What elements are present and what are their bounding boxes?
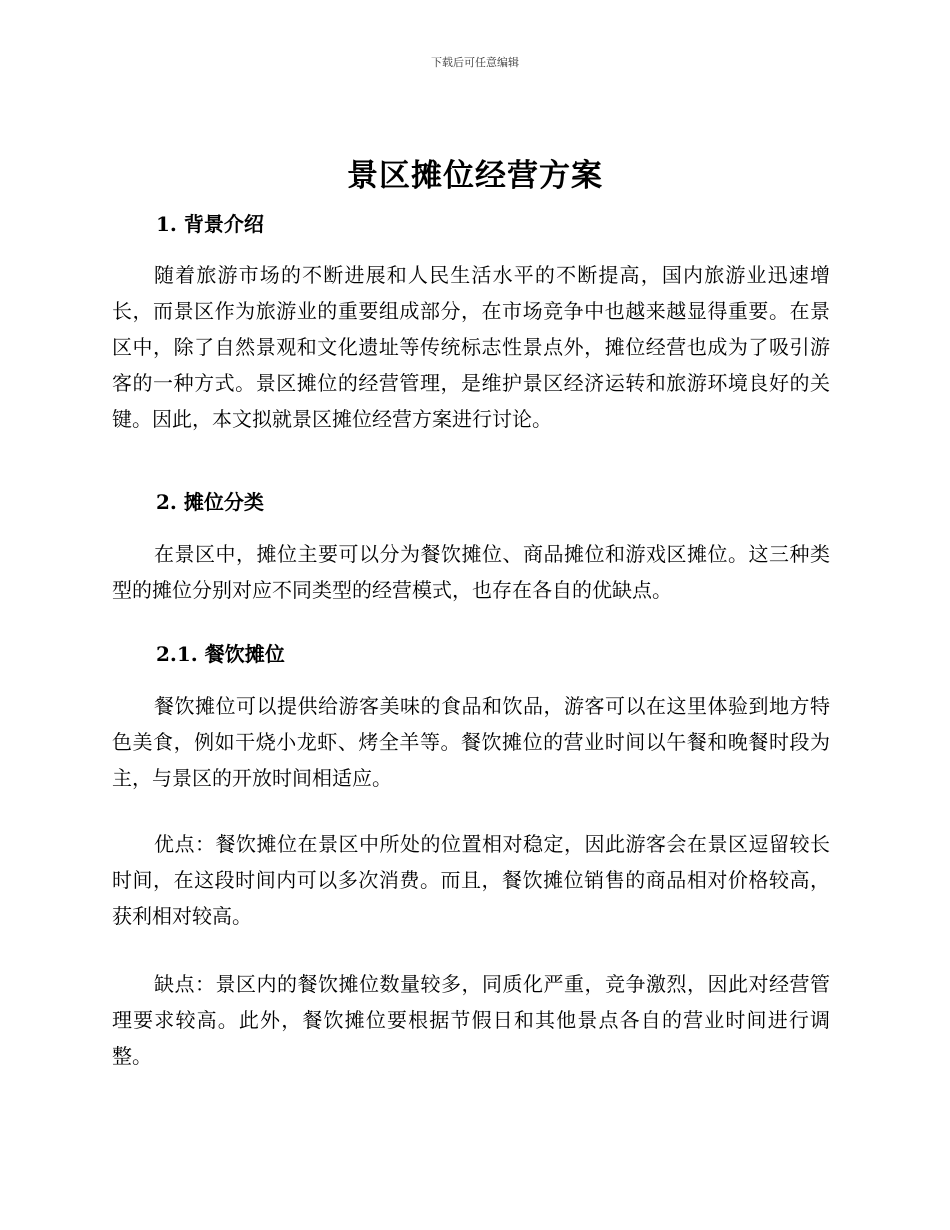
subsection-heading-food-stalls: 2.1. 餐饮摊位 (156, 642, 285, 666)
paragraph-food-stalls-disadvantages: 缺点：景区内的餐饮摊位数量较多，同质化严重，竞争激烈，因此对经营管理要求较高。此外，餐饮摊位要根据节假日和其他景点各自的营业时间进行调整。 (112, 972, 830, 1068)
paragraph-stall-categories: 在景区中，摊位主要可以分为餐饮摊位、商品摊位和游戏区摊位。这三种类型的摊位分别对应不同类型的经营模式，也存在各自的优缺点。 (112, 542, 830, 602)
paragraph-food-stalls-advantages: 优点：餐饮摊位在景区中所处的位置相对稳定，因此游客会在景区逗留较长时间，在这段时间内可以多次消费。而且，餐饮摊位销售的商品相对价格较高，获利相对较高。 (112, 832, 830, 928)
section-heading-background: 1. 背景介绍 (156, 212, 264, 236)
page-title: 景区摊位经营方案 (347, 158, 603, 194)
paragraph-background: 随着旅游市场的不断进展和人民生活水平的不断提高，国内旅游业迅速增长，而景区作为旅游业的重要组成部分，在市场竞争中也越来越显得重要。在景区中，除了自然景观和文化遗址等传统标志性景点外，摊位经营也成为了吸引游客的一种方式。景区摊位的经营管理，是维护景区经济运转和旅游环境良好的关键。因此，本文拟就景区摊位经营方案进行讨论。 (112, 263, 830, 431)
section-heading-stall-categories: 2. 摊位分类 (156, 490, 264, 514)
header-note: 下载后可任意编辑 (431, 56, 519, 69)
paragraph-food-stalls-intro: 餐饮摊位可以提供给游客美味的食品和饮品，游客可以在这里体验到地方特色美食，例如干烧小龙虾、烤全羊等。餐饮摊位的营业时间以午餐和晚餐时段为主，与景区的开放时间相适应。 (112, 694, 830, 790)
